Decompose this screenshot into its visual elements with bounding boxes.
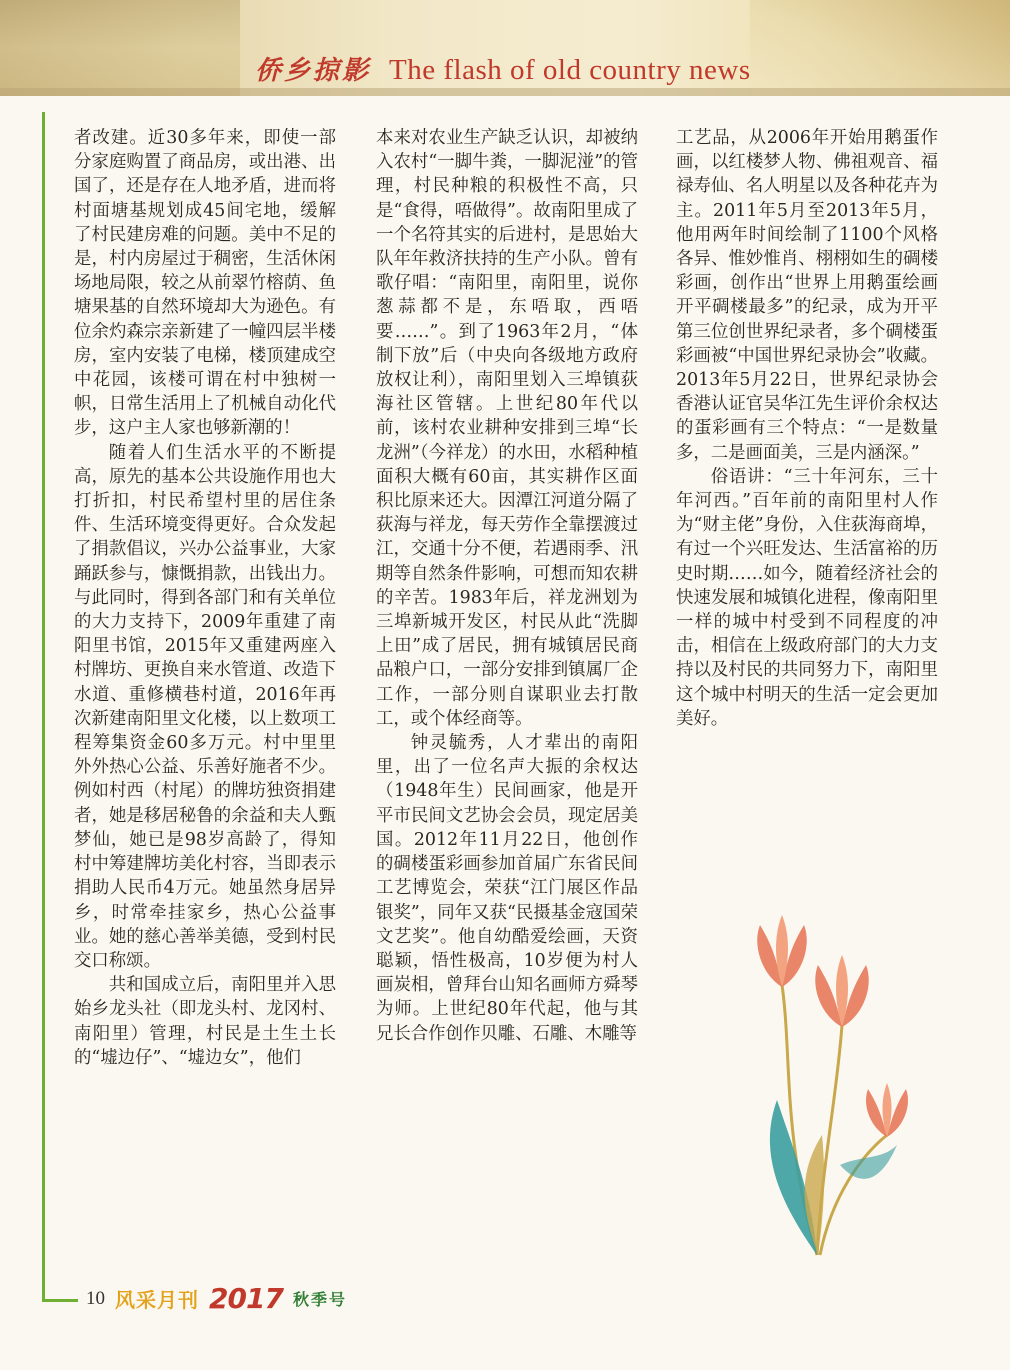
header-banner (0, 0, 1010, 96)
banner-strip (0, 88, 1010, 96)
paragraph: 者改建。近30多年来，即使一部分家庭购置了商品房，或出港、出国了，还是存在人地矛盾，进而将村面塘基规划成45间宅地，缓解了村民建房难的问题。美中不足的是，村内房屋过于稠密，生活休闲场地局限，较之从前翠竹榕荫、鱼塘果基的自然环境却大为逊色。有位余灼森宗亲新建了一幢四层半楼房，室内安装了电梯，楼顶建成空中花园，该楼可谓在村中独树一帜，日常生活用上了机械自动化代步，这户主人家也够新潮的！ (74, 128, 336, 439)
paragraph: 随着人们生活水平的不断提高，原先的基本公共设施作用也大打折扣，村民希望村里的居住条件、生活环境变得更好。合众发起了捐款倡议，兴办公益事业，大家踊跃参与，慷慨捐款，出钱出力。与此同时，得到各部门和有关单位的大力支持下，2009年重建了南阳里书馆，2015年又重建两座入村牌坊、更换自来水管道、改造下水道、重修横巷村道，2016年再次新建南阳里文化楼，以上数项工程筹集资金60多万元。村中里里外外热心公益、乐善好施者不少。例如村西（村尾）的牌坊独资捐建者，她是移居秘鲁的余益和夫人甄梦仙，她已是98岁高龄了，得知村中筹建牌坊美化村容，当即表示捐助人民币4万元。她虽然身居异乡，时常牵挂家乡，热心公益事业。她的慈心善举美德，受到村民交口称颂。 (74, 442, 336, 971)
banner-photo-right (750, 0, 1010, 96)
section-title (255, 50, 751, 87)
paragraph: 俗语讲：“三十年河东，三十年河西。”百年前的南阳里村人作为“财主佬”身份，入住荻海商埠，有过一个兴旺发达、生活富裕的历史时期……如今，随着经济社会的快速发展和城镇化进程，像南阳里一样的城中村受到不同程度的冲击，相信在上级政府部门的大力支持以及村民的共同努力下，南阳里这个城中村明天的生活一定会更加美好。 (676, 466, 938, 729)
tulip-illustration (722, 905, 932, 1265)
page-footer (86, 1282, 347, 1315)
article-column-3 (676, 126, 938, 731)
paragraph: 工艺品，从2006年开始用鹅蛋作画，以红楼梦人物、佛祖观音、福禄寿仙、名人明星以及各种花卉为主。2011年5月至2013年5月，他用两年时间绘制了1100个风格各异、惟妙惟肖、栩栩如生的碉楼彩画，创作出“世界上用鹅蛋绘画开平碉楼最多”的纪录，成为开平第三位创世界纪录者，多个碉楼蛋彩画被“中国世界纪录协会”收藏。2013年5月22日，世界纪录协会香港认证官吴华江先生评价余权达的蛋彩画有三个特点：“一是数量多，二是画面美，三是内涵深。” (676, 128, 938, 463)
section-title-en: The flash of old country news (389, 54, 751, 86)
issue-season: 秋季号 (292, 1290, 347, 1309)
margin-rule-horizontal (42, 1299, 78, 1302)
magazine-name: 风采月刊 (115, 1288, 199, 1312)
article-column-1 (74, 126, 336, 1070)
article-column-2 (376, 126, 638, 1046)
issue-year: 2017 (209, 1282, 283, 1315)
paragraph: 钟灵毓秀，人才辈出的南阳里，出了一位名声大振的余权达（1948年生）民间画家，他是开平市民间文艺协会会员，现定居美国。2012年11月22日，他创作的碉楼蛋彩画参加首届广东省民间工艺博览会，荣获“江门展区作品银奖”，同年又获“民摄基金寇国荣文艺奖”。他自幼酷爱绘画，天资聪颖，悟性极高，10岁便为村人画炭相，曾拜台山知名画师方舜琴为师。上世纪80年代起，他与其兄长合作创作贝雕、石雕、木雕等 (376, 733, 638, 1044)
banner-photo-left (0, 0, 240, 96)
paragraph: 本来对农业生产缺乏认识，却被纳入农村“一脚牛粪，一脚泥湴”的管理，村民种粮的积极性不高，只是“食得，唔做得”。故南阳里成了一个名符其实的后进村，是思始大队年年救济扶持的生产小队。曾有歌仔唱：“南阳里，南阳里，说你葱蒜都不是，东唔取，西唔要……”。到了1963年2月，“体制下放”后（中央向各级地方政府放权让利），南阳里划入三埠镇荻海社区管辖。上世纪80年代以前，该村农业耕种安排到三埠“长龙洲”（今祥龙）的水田，水稻种植面积大概有60亩，其实耕作区面积比原来还大。因潭江河道分隔了荻海与祥龙，每天劳作全靠摆渡过江，交通十分不便，若遇雨季、汛期等自然条件影响，可想而知农耕的辛苦。1983年后，祥龙洲划为三埠新城开发区，村民从此“洗脚上田”成了居民，拥有城镇居民商品粮户口，一部分安排到镇属厂企工作，一部分则自谋职业去打散工，或个体经商等。 (376, 128, 638, 729)
page-number: 10 (86, 1287, 105, 1309)
paragraph: 共和国成立后，南阳里并入思始乡龙头社（即龙头村、龙冈村、南阳里）管理，村民是土生土长的“墟边仔”、“墟边女”，他们 (74, 975, 336, 1068)
section-title-cn: 侨乡掠影 (255, 56, 372, 86)
margin-rule-vertical (42, 112, 45, 1302)
